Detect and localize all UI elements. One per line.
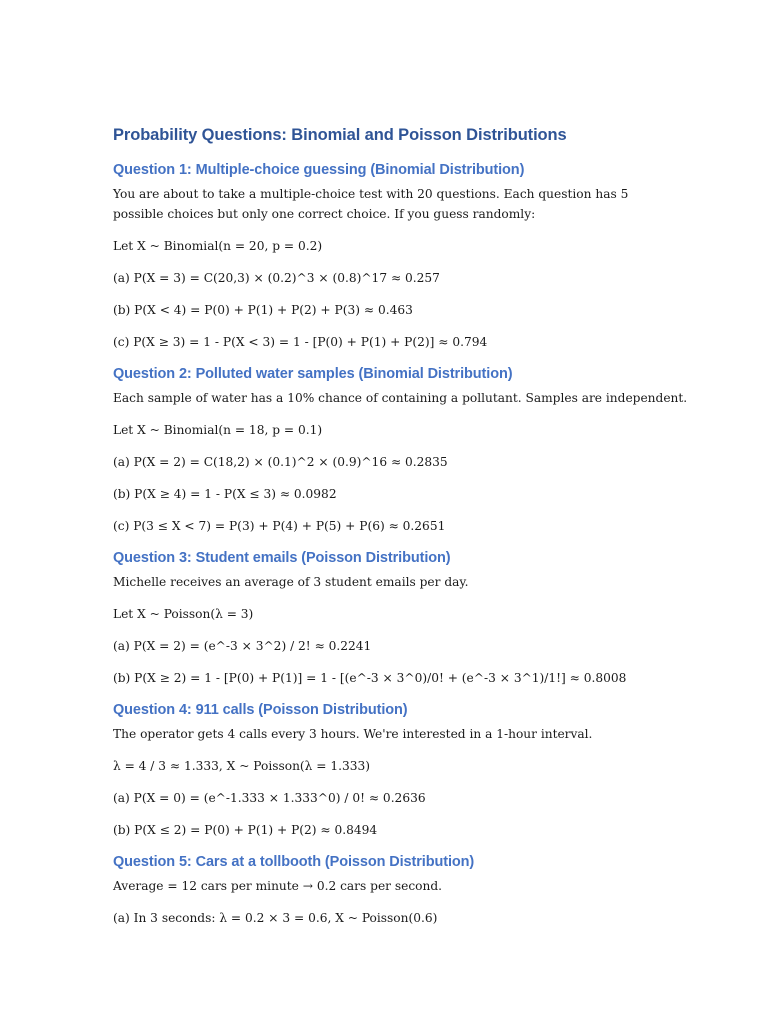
- question-3-heading: Question 3: Student emails (Poisson Distribution): [113, 550, 451, 566]
- document-page: [113, 124, 688, 940]
- question-1-distribution: Let X ~ Binomial(n = 20, p = 0.2): [113, 239, 323, 253]
- question-5-heading: Question 5: Cars at a tollbooth (Poisson Distribution): [113, 854, 475, 870]
- question-1-part-b: (b) P(X < 4) = P(0) + P(1) + P(2) + P(3) ≈ 0.463: [113, 303, 413, 317]
- question-5-part-a: (a) In 3 seconds: λ = 0.2 × 3 = 0.6, X ~ Poisson(0.6): [113, 911, 438, 925]
- question-2-section: [113, 364, 688, 536]
- question-5-intro: Average = 12 cars per minute → 0.2 cars per second.: [113, 879, 443, 893]
- question-3-part-a: (a) P(X = 2) = (e^-3 × 3^2) / 2! ≈ 0.2241: [113, 639, 372, 653]
- question-2-part-c: (c) P(3 ≤ X < 7) = P(3) + P(4) + P(5) + P(6) ≈ 0.2651: [113, 519, 446, 533]
- question-1-heading: Question 1: Multiple-choice guessing (Binomial Distribution): [113, 162, 525, 178]
- question-4-part-b: (b) P(X ≤ 2) = P(0) + P(1) + P(2) ≈ 0.8494: [113, 823, 378, 837]
- question-2-heading: Question 2: Polluted water samples (Binomial Distribution): [113, 366, 513, 382]
- question-4-section: [113, 700, 673, 840]
- question-1-part-a: (a) P(X = 3) = C(20,3) × (0.2)^3 × (0.8)^17 ≈ 0.257: [113, 271, 440, 285]
- question-5-section: [113, 852, 673, 928]
- question-3-distribution: Let X ~ Poisson(λ = 3): [113, 607, 254, 621]
- question-3-part-b: (b) P(X ≥ 2) = 1 - [P(0) + P(1)] = 1 - [(e^-3 × 3^0)/0! + (e^-3 × 3^1)/1!] ≈ 0.8008: [113, 671, 627, 685]
- question-3-intro: Michelle receives an average of 3 student emails per day.: [113, 575, 469, 589]
- question-2-intro: Each sample of water has a 10% chance of containing a pollutant. Samples are independent.: [113, 391, 688, 405]
- question-4-heading: Question 4: 911 calls (Poisson Distribution): [113, 702, 408, 718]
- question-4-intro: The operator gets 4 calls every 3 hours. We're interested in a 1-hour interval.: [113, 727, 593, 741]
- question-3-section: [113, 548, 673, 688]
- question-1-intro: You are about to take a multiple-choice test with 20 questions. Each question has 5 possible choices but only one correct choice. If you guess randomly:: [113, 187, 629, 221]
- document-title: Probability Questions: Binomial and Poisson Distributions: [113, 126, 567, 144]
- question-2-distribution: Let X ~ Binomial(n = 18, p = 0.1): [113, 423, 323, 437]
- question-4-distribution: λ = 4 / 3 ≈ 1.333, X ~ Poisson(λ = 1.333): [113, 759, 371, 773]
- question-2-part-a: (a) P(X = 2) = C(18,2) × (0.1)^2 × (0.9)^16 ≈ 0.2835: [113, 455, 448, 469]
- question-1-section: [113, 160, 673, 352]
- question-1-part-c: (c) P(X ≥ 3) = 1 - P(X < 3) = 1 - [P(0) + P(1) + P(2)] ≈ 0.794: [113, 335, 488, 349]
- question-2-part-b: (b) P(X ≥ 4) = 1 - P(X ≤ 3) ≈ 0.0982: [113, 487, 337, 501]
- question-4-part-a: (a) P(X = 0) = (e^-1.333 × 1.333^0) / 0! ≈ 0.2636: [113, 791, 426, 805]
